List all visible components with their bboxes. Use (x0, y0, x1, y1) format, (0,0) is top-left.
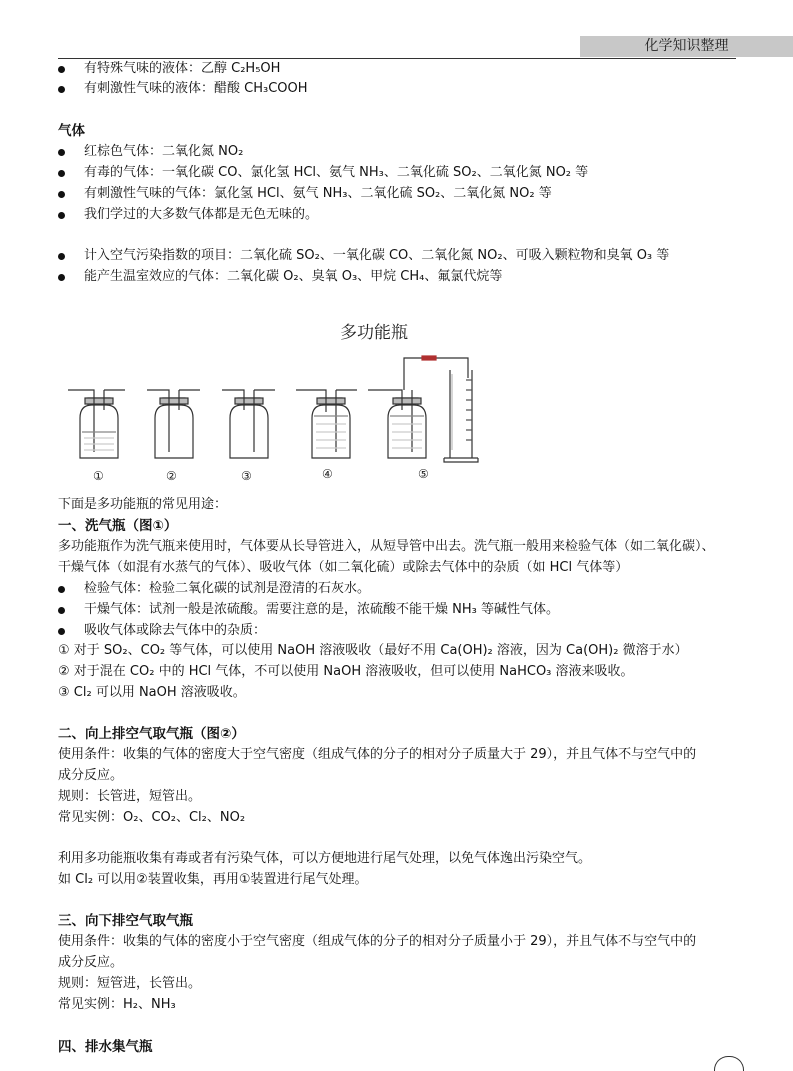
bullet (58, 86, 65, 93)
list-item: 有特殊气味的液体：乙醇 C₂H₅OH (84, 61, 281, 76)
section-2-title: 二、向上排空气取气瓶（图②） (58, 726, 245, 742)
paragraph: 常见实例：O₂、CO₂、Cl₂、NO₂ (58, 810, 246, 825)
page-number-circle (714, 1056, 744, 1071)
paragraph: 成分反应。 (58, 955, 124, 970)
bullet (58, 191, 65, 198)
header-title: 化学知识整理 (580, 36, 793, 57)
list-item: 吸收气体或除去气体中的杂质： (84, 623, 267, 638)
paragraph: 使用条件：收集的气体的密度小于空气密度（组成气体的分子的相对分子质量小于 29），并且气体不与空气中的 (58, 934, 697, 949)
list-item: 有刺激性气味的液体：醋酸 CH₃COOH (84, 81, 308, 96)
list-item: 计入空气污染指数的项目：二氧化硫 SO₂、一氧化碳 CO、二氧化氮 NO₂、可吸入颗粒物和臭氧 O₃ 等 (84, 248, 670, 263)
measuring-cylinder (444, 370, 478, 462)
bottle-3 (222, 390, 275, 458)
numbered-item: ① 对于 SO₂、CO₂ 等气体，可以使用 NaOH 溶液吸收（最好不用 Ca(OH)₂ 溶液，因为 Ca(OH)₂ 微溶于水） (58, 643, 688, 658)
paragraph: 利用多功能瓶收集有毒或者有污染气体，可以方便地进行尾气处理，以免气体逸出污染空气。 (58, 851, 592, 866)
bottle-4 (296, 390, 357, 458)
paragraph: 如 Cl₂ 可以用②装置收集，再用①装置进行尾气处理。 (58, 872, 368, 887)
paragraph: 使用条件：收集的气体的密度大于空气密度（组成气体的分子的相对分子质量大于 29），并且气体不与空气中的 (58, 747, 697, 762)
bullet (58, 170, 65, 177)
bullet (58, 586, 65, 593)
numbered-item: ③ Cl₂ 可以用 NaOH 溶液吸收。 (58, 685, 246, 700)
list-item: 我们学过的大多数气体都是无色无味的。 (84, 207, 319, 222)
section-1-title: 一、洗气瓶（图①） (58, 518, 178, 534)
paragraph: 常见实例：H₂、NH₃ (58, 997, 176, 1012)
paragraph: 多功能瓶作为洗气瓶来使用时，气体要从长导管进入，从短导管中出去。洗气瓶一般用来检验气体（如二氧化碳）、 (58, 539, 715, 554)
bullet (58, 628, 65, 635)
section-heading-gas: 气体 (58, 123, 85, 139)
bullet (58, 253, 65, 260)
numbered-item: ② 对于混在 CO₂ 中的 HCl 气体，不可以使用 NaOH 溶液吸收，但可以使用 NaHCO₃ 溶液来吸收。 (58, 664, 634, 679)
figure-label-1: ① (93, 469, 104, 483)
bullet (58, 66, 65, 73)
list-item: 红棕色气体：二氧化氮 NO₂ (84, 144, 244, 159)
figure-label-5: ⑤ (418, 467, 429, 481)
section-3-title: 三、向下排空气取气瓶 (58, 913, 193, 929)
bullet (58, 607, 65, 614)
figure-label-3: ③ (241, 469, 252, 483)
paragraph: 干燥气体（如混有水蒸气的气体）、吸收气体（如二氧化硫）或除去气体中的杂质（如 HCl 气体等） (58, 560, 629, 575)
bottle-1 (68, 390, 125, 458)
paragraph: 规则：短管进，长管出。 (58, 976, 202, 991)
figure-label-2: ② (166, 469, 177, 483)
bullet (58, 274, 65, 281)
bottle-2 (147, 390, 200, 458)
bottle-5 (368, 356, 468, 458)
section-4-title: 四、排水集气瓶 (58, 1039, 153, 1055)
list-item: 检验气体：检验二氧化碳的试剂是澄清的石灰水。 (84, 581, 371, 596)
list-item: 有刺激性气味的气体：氯化氢 HCl、氨气 NH₃、二氧化硫 SO₂、二氧化氮 NO₂ 等 (84, 186, 552, 201)
paragraph: 规则：长管进，短管出。 (58, 789, 202, 804)
intro-text: 下面是多功能瓶的常见用途： (58, 497, 228, 512)
gas-bottle-figure (60, 350, 480, 490)
header-rule (58, 58, 736, 59)
figure-label-4: ④ (322, 467, 333, 481)
figure-title: 多功能瓶 (340, 323, 408, 343)
list-item: 干燥气体：试剂一般是浓硫酸。需要注意的是，浓硫酸不能干燥 NH₃ 等碱性气体。 (84, 602, 559, 617)
bullet (58, 212, 65, 219)
paragraph: 成分反应。 (58, 768, 124, 783)
list-item: 有毒的气体：一氧化碳 CO、氯化氢 HCl、氨气 NH₃、二氧化硫 SO₂、二氧化氮 NO₂ 等 (84, 165, 589, 180)
list-item: 能产生温室效应的气体：二氧化碳 O₂、臭氧 O₃、甲烷 CH₄、氟氯代烷等 (84, 269, 503, 284)
bullet (58, 149, 65, 156)
